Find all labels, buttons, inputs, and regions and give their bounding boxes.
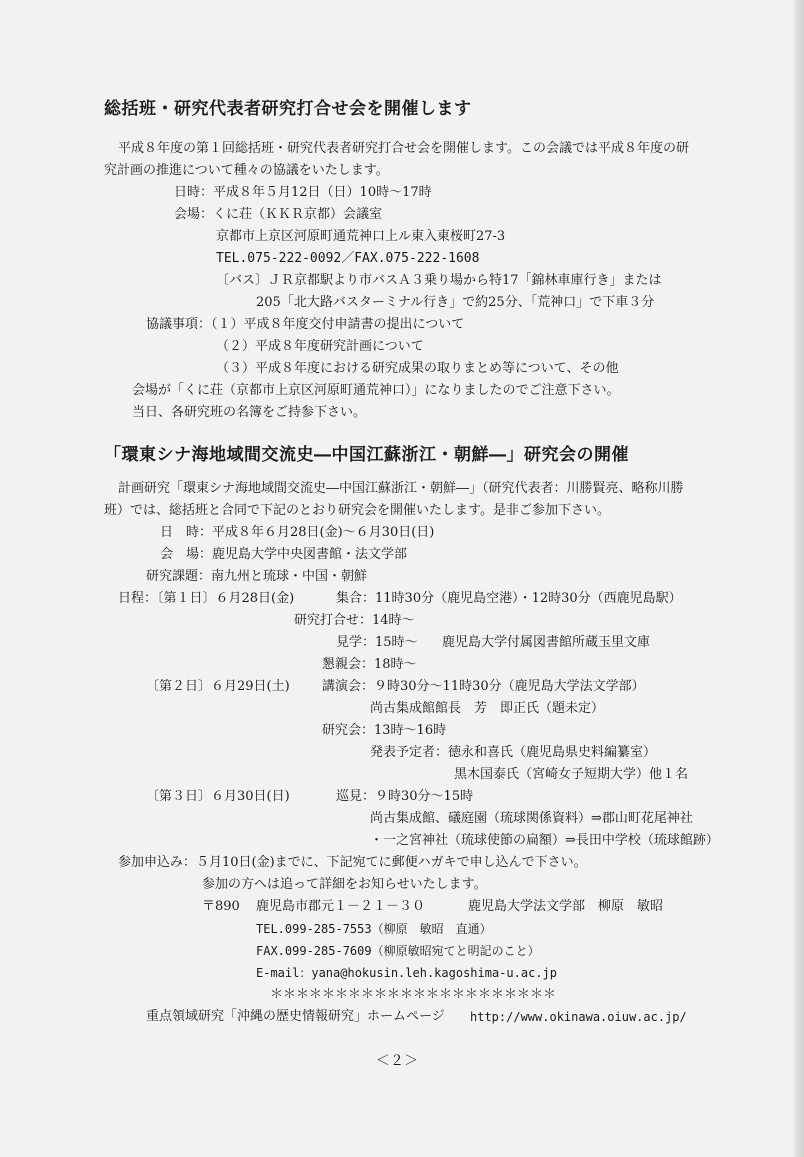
page-number: ＜２＞ [376, 1053, 418, 1069]
day2-presenter1: 発表予定者：徳永和喜氏（鹿児島県史料編纂室） [370, 745, 657, 760]
section1-bus-line1: 〔バス〕ＪＲ京都駅より市バスＡ３乗り場から特17「錦林車庫行き」または [216, 273, 662, 288]
apply-line2: 参加の方へは追って詳細をお知らせいたします。 [202, 877, 487, 892]
homepage-label: 重点領域研究「沖縄の歴史情報研究」ホームページ [146, 1009, 445, 1024]
section1-address: 京都市上京区河原町通荒神口上ル東入東桜町27-3 [216, 229, 506, 244]
day1-tour-place: 鹿児島大学付属図書館所蔵玉里文庫 [442, 635, 651, 650]
section1-agenda3: （３）平成８年度における研究成果の取りまとめ等について、その他 [216, 361, 619, 376]
day2-lecture: 講演会：９時30分～11時30分（鹿児島大学法文学部） [322, 679, 645, 694]
section1-agenda1: 協議事項：（１）平成８年度交付申請書の提出について [146, 317, 465, 332]
section1-datetime: 日時：平成８年５月12日（日）10時～17時 [174, 185, 432, 200]
section2-topic: 研究課題：南九州と琉球・中国・朝鮮 [146, 569, 368, 584]
section2-title: 「環東シナ海地域間交流史―中国江蘇浙江・朝鮮―」研究会の開催 [104, 445, 629, 465]
separator: ＊＊＊＊＊＊＊＊＊＊＊＊＊＊＊＊＊＊＊＊＊＊ [270, 987, 557, 1002]
section1-note1: 会場が「くに荘（京都市上京区河原町通荒神口）」になりましたのでご注意下さい。 [132, 383, 620, 398]
section1-agenda2: （２）平成８年度研究計画について [216, 339, 424, 354]
contact-address: 鹿児島市郡元１－２１－３０ [256, 899, 426, 914]
section1-intro-line2: 究計画の推進について種々の協議をいたします。 [104, 163, 389, 178]
day3-place1: 尚古集成館、礒庭園（琉球関係資料）⇒郡山町花尾神社 [370, 811, 693, 826]
contact-tel: TEL.099-285-7553（柳原 敏昭 直通） [256, 922, 492, 936]
contact-fax: FAX.099-285-7609（柳原敏昭宛てと明記のこと） [256, 944, 540, 958]
page-edge-shadow [794, 0, 804, 1157]
day1-header: 日程：〔第１日〕６月28日(金) [118, 591, 295, 606]
day1-gather: 集合：11時30分（鹿児島空港）・12時30分（西鹿児島駅） [336, 591, 682, 606]
day1-tour-label: 見学：15時～ [336, 635, 418, 650]
apply-line1: 参加申込み：５月10日(金)までに、下記宛てに郵便ハガキで申し込んで下さい。 [118, 855, 587, 870]
contact-org: 鹿児島大学法文学部 柳原 敏昭 [468, 899, 664, 914]
day1-party: 懇親会：18時～ [322, 657, 417, 672]
day3-tour: 巡見：９時30分～15時 [336, 789, 474, 804]
section1-tel-fax: TEL.075-222-0092／FAX.075-222-1608 [216, 251, 480, 266]
section1-intro-line1: 平成８年度の第１回総括班・研究代表者研究打合せ会を開催します。この会議では平成８年度の研 [118, 141, 689, 156]
day3-place2: ・一之宮神社（琉球使節の扁額）⇒長田中学校（琉球館跡） [370, 833, 719, 848]
section2-venue: 会 場：鹿児島大学中央図書館・法文学部 [160, 547, 408, 562]
day2-speaker: 尚古集成館館長 芳 即正氏（題未定） [370, 701, 605, 716]
section1-note2: 当日、各研究班の名簿をご持参下さい。 [132, 405, 367, 420]
day1-meeting: 研究打合せ：14時～ [294, 613, 415, 628]
section2-intro-line2: 班）では、総括班と合同で下記のとおり研究会を開催いたします。是非ご参加下さい。 [104, 503, 610, 518]
section2-intro-line1: 計画研究「環東シナ海地域間交流史―中国江蘇浙江・朝鮮―」（研究代表者：川勝賢亮、略称川勝 [118, 481, 684, 496]
contact-email: E-mail：yana@hokusin.leh.kagoshima-u.ac.jp [256, 966, 557, 980]
section2-datetime: 日 時：平成８年６月28日(金)～６月30日(日) [160, 525, 435, 540]
contact-postal: 〒890 [202, 899, 240, 914]
section1-venue: 会場：くに荘（ＫＫＲ京都）会議室 [174, 207, 383, 222]
homepage-url[interactable]: http://www.okinawa.oiuw.ac.jp/ [470, 1010, 687, 1024]
day3-header: 〔第３日〕６月30日(日) [146, 789, 290, 804]
section1-bus-line2: 205「北大路バスターミナル行き」で約25分、「荒神口」で下車３分 [256, 295, 655, 310]
day2-presenter2: 黒木国泰氏（宮崎女子短期大学）他１名 [454, 767, 689, 782]
section1-title: 総括班・研究代表者研究打合せ会を開催します [104, 99, 472, 119]
day2-header: 〔第２日〕６月29日(土) [146, 679, 290, 694]
day2-research: 研究会：13時～16時 [322, 723, 447, 738]
